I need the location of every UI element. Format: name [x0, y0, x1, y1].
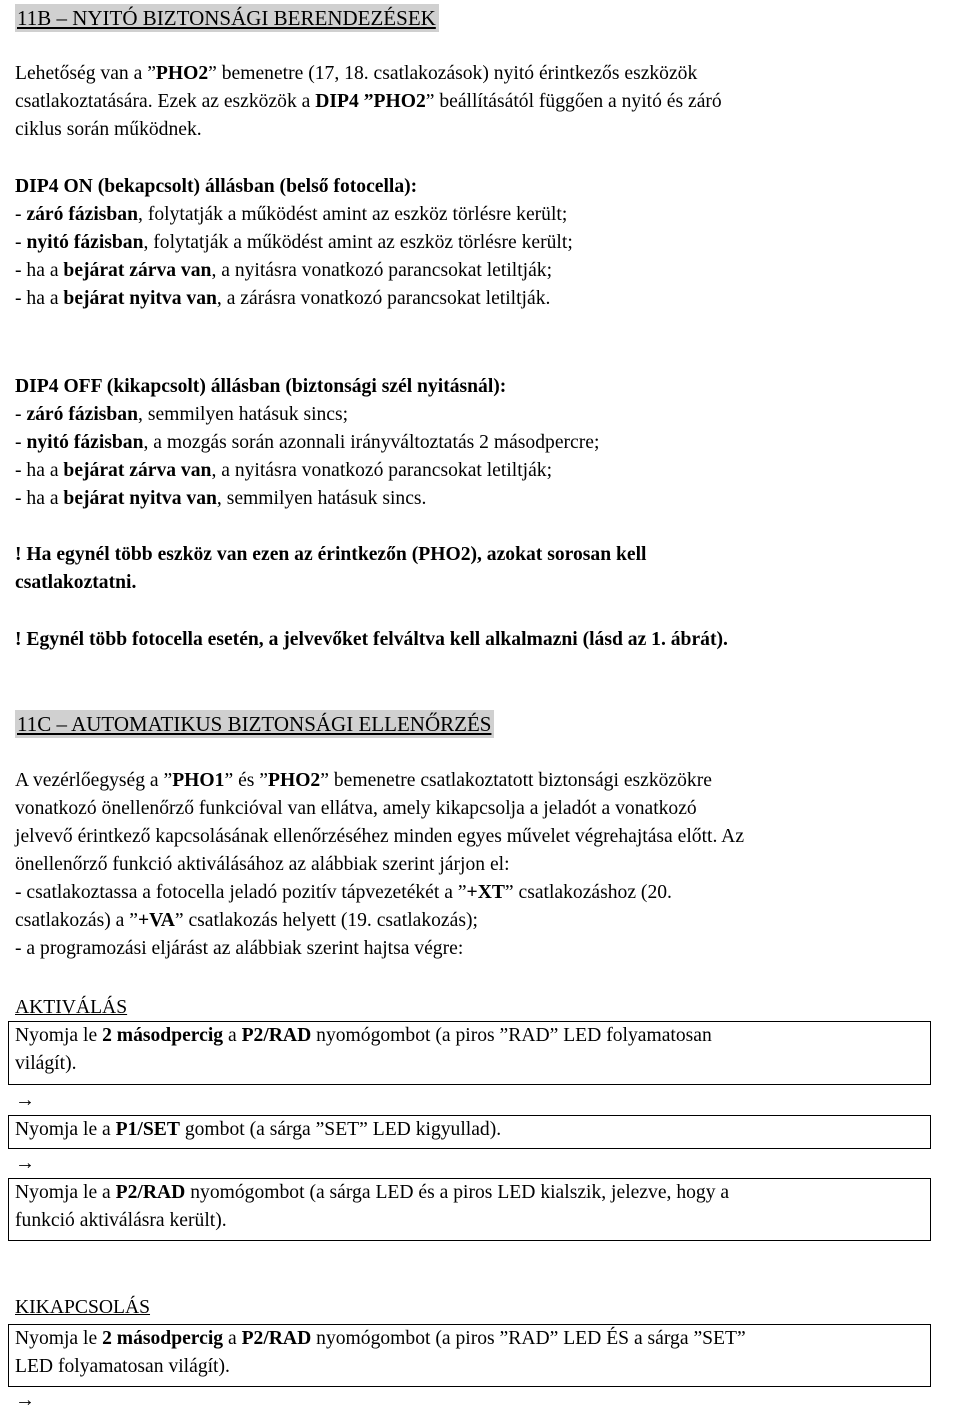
- intro-line: Lehetőség van a ”PHO2” bemenetre (17, 18. csatlakozások) nyitó érintkezős eszközök: [15, 63, 698, 84]
- step-line: funkció aktiválásra került).: [15, 1210, 227, 1231]
- dip4-on-block: [15, 173, 945, 313]
- body-line: vonatkozó önellenőrző funkcióval van ellátva, amely kikapcsolja a jeladót a vonatkozó: [15, 798, 697, 819]
- dip4-off-title: DIP4 OFF (kikapcsolt) állásban (biztonsági szél nyitásnál):: [15, 376, 507, 397]
- section-11b-intro: [15, 60, 945, 144]
- step-line: világít).: [15, 1053, 77, 1074]
- section-11c-heading: 11C – AUTOMATIKUS BIZTONSÁGI ELLENŐRZÉS: [15, 710, 494, 738]
- step-line: LED folyamatosan világít).: [15, 1356, 230, 1377]
- body-line: csatlakozás) a ”+VA” csatlakozás helyett (19. csatlakozás);: [15, 910, 478, 931]
- dip4-on-item: - záró fázisban, folytatják a működést amint az eszköz törlésre került;: [15, 204, 568, 225]
- arrow-right-icon: →: [15, 1089, 35, 1111]
- step-line: Nyomja le 2 másodpercig a P2/RAD nyomógombot (a piros ”RAD” LED ÉS a sárga ”SET”: [15, 1328, 746, 1349]
- deactivation-step-1-box: [8, 1324, 931, 1387]
- dip4-off-item: - nyitó fázisban, a mozgás során azonnali irányváltoztatás 2 másodpercre;: [15, 432, 600, 453]
- dip4-on-item: - ha a bejárat nyitva van, a zárásra vonatkozó parancsokat letiltják.: [15, 288, 551, 309]
- body-line: önellenőrző funkció aktiválásához az alábbiak szerint járjon el:: [15, 854, 510, 875]
- dip4-off-item: - ha a bejárat nyitva van, semmilyen hatásuk sincs.: [15, 488, 427, 509]
- dip4-on-item: - nyitó fázisban, folytatják a működést amint az eszköz törlésre került;: [15, 232, 573, 253]
- body-line: - csatlakoztassa a fotocella jeladó pozitív tápvezetékét a ”+XT” csatlakozáshoz (20.: [15, 882, 672, 903]
- dip4-off-item: - ha a bejárat zárva van, a nyitásra vonatkozó parancsokat letiltják;: [15, 460, 553, 481]
- deactivation-title: KIKAPCSOLÁS: [15, 1297, 151, 1318]
- dip4-off-block: [15, 373, 945, 513]
- note-line: csatlakoztatni.: [15, 572, 137, 593]
- dip4-on-item: - ha a bejárat zárva van, a nyitásra vonatkozó parancsokat letiltják;: [15, 260, 553, 281]
- activation-step-1-box: [8, 1021, 931, 1085]
- note-serial-connection: [15, 541, 945, 597]
- dip4-on-title: DIP4 ON (bekapcsolt) állásban (belső fotocella):: [15, 176, 418, 197]
- body-line: - a programozási eljárást az alábbiak szerint hajtsa végre:: [15, 938, 464, 959]
- activation-title: AKTIVÁLÁS: [15, 997, 128, 1018]
- step-line: Nyomja le 2 másodpercig a P2/RAD nyomógombot (a piros ”RAD” LED folyamatosan: [15, 1025, 712, 1046]
- activation-step-3-box: [8, 1178, 931, 1241]
- activation-step-2-box: [8, 1115, 931, 1149]
- section-11b-heading: 11B – NYITÓ BIZTONSÁGI BERENDEZÉSEK: [15, 4, 439, 32]
- step-line: Nyomja le a P1/SET gombot (a sárga ”SET” LED kigyullad).: [15, 1119, 502, 1140]
- note-line: ! Ha egynél több eszköz van ezen az érintkezőn (PHO2), azokat sorosan kell: [15, 544, 647, 565]
- intro-line: ciklus során működnek.: [15, 119, 202, 140]
- note-alternate-receivers: ! Egynél több fotocella esetén, a jelvevőket felváltva kell alkalmazni (lásd az 1. ábrát).: [15, 629, 728, 650]
- body-line: A vezérlőegység a ”PHO1” és ”PHO2” bemenetre csatlakoztatott biztonsági eszközökre: [15, 770, 712, 791]
- section-11c-body: [15, 767, 945, 963]
- body-line: jelvevő érintkező kapcsolásának ellenőrzéséhez minden egyes művelet végrehajtása előtt. Az: [15, 826, 745, 847]
- arrow-right-icon: →: [15, 1389, 35, 1411]
- arrow-right-icon: →: [15, 1152, 35, 1174]
- dip4-off-item: - záró fázisban, semmilyen hatásuk sincs;: [15, 404, 349, 425]
- step-line: Nyomja le a P2/RAD nyomógombot (a sárga LED és a piros LED kialszik, jelezve, hogy a: [15, 1182, 730, 1203]
- intro-line: csatlakoztatására. Ezek az eszközök a DIP4 ”PHO2” beállításától függően a nyitó és záró: [15, 91, 722, 112]
